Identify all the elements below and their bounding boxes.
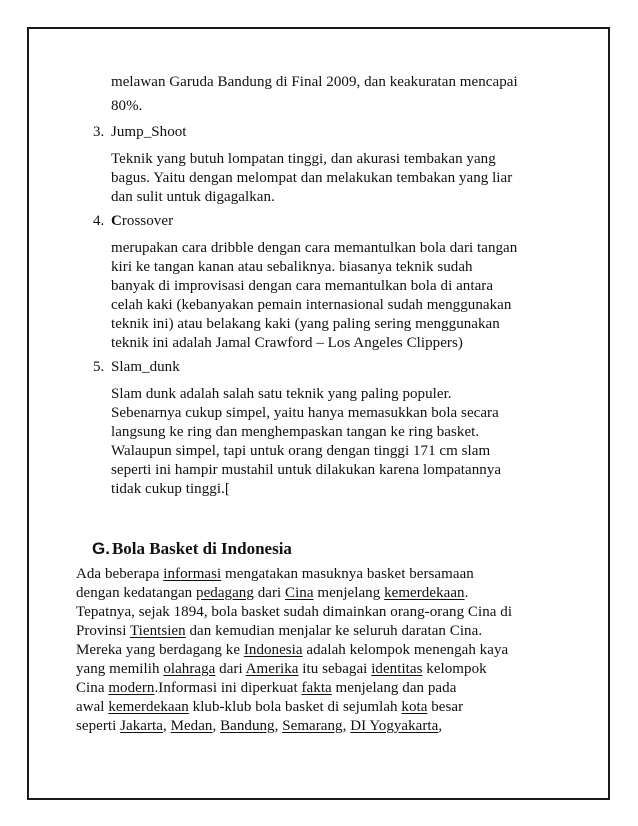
item-4-title [111, 212, 173, 231]
paragraph-link[interactable]: kota [401, 699, 428, 715]
paragraph-text: , [274, 718, 283, 734]
paragraph-text: menjelang [313, 585, 385, 601]
paragraph-link[interactable]: Cina [285, 585, 314, 601]
paragraph-line-5 [76, 641, 508, 660]
item-4-line-1: merupakan cara dribble dengan cara memantulkan bola dari tangan [111, 240, 518, 256]
paragraph-text: Mereka yang berdagang ke [76, 642, 244, 658]
item-4-line-4: celah kaki (kebanyakan pemain internasional sudah menggunakan [111, 297, 512, 313]
item-3-line-3: dan sulit untuk digagalkan. [111, 189, 275, 205]
item-4-title-first-letter: C [111, 213, 122, 229]
item-5-line-6: tidak cukup tinggi.[ [111, 481, 230, 497]
paragraph-text: . [464, 585, 469, 601]
paragraph-line-6 [76, 660, 487, 679]
paragraph-line-7 [76, 679, 456, 698]
paragraph-text: mengatakan masuknya basket bersamaan [221, 566, 474, 582]
paragraph-line-4 [76, 622, 482, 641]
item-5-line-1: Slam dunk adalah salah satu teknik yang paling populer. [111, 386, 452, 402]
paragraph-link[interactable]: kemerdekaan [108, 699, 189, 715]
paragraph-link[interactable]: olahraga [163, 661, 216, 677]
item-5-line-5: seperti ini hampir mustahil untuk dilakukan karena lompatannya [111, 462, 502, 478]
paragraph-text: adalah kelompok menengah kaya [302, 642, 509, 658]
item-3-number: 3. [93, 124, 105, 140]
paragraph-link[interactable]: Indonesia [243, 642, 303, 658]
item-4-number: 4. [93, 213, 105, 229]
item-4-line-5: teknik ini) atau belakang kaki (yang paling sering menggunakan [111, 316, 500, 332]
paragraph-link[interactable]: Tientsien [129, 623, 186, 639]
paragraph-text: , [212, 718, 221, 734]
paragraph-link[interactable]: pedagang [196, 585, 254, 601]
paragraph-link[interactable]: Amerika [245, 661, 299, 677]
paragraph-link[interactable]: DI Yogyakarta [350, 718, 439, 734]
section-title: Bola Basket di Indonesia [111, 539, 292, 558]
item-4-line-2: kiri ke tangan kanan atau sebaliknya. biasanya teknik sudah [111, 259, 473, 275]
item-5-title: Slam_dunk [111, 359, 180, 375]
paragraph-link[interactable]: fakta [301, 680, 332, 696]
paragraph-text: , [438, 718, 443, 734]
paragraph-link[interactable]: Semarang [282, 718, 343, 734]
paragraph-text: Ada beberapa [76, 566, 164, 582]
paragraph-line-9 [76, 717, 442, 736]
paragraph-link[interactable]: Bandung [220, 718, 275, 734]
paragraph-text: Tepatnya, sejak 1894, bola basket sudah dimainkan orang-orang Cina di [76, 604, 513, 620]
paragraph-link[interactable]: informasi [163, 566, 222, 582]
paragraph-link[interactable]: Medan [170, 718, 213, 734]
section-heading [92, 538, 292, 560]
item-5-line-3: langsung ke ring dan menghempaskan tangan ke ring basket. [111, 424, 480, 440]
item-5-number: 5. [93, 359, 105, 375]
paragraph-text: Cina [76, 680, 109, 696]
paragraph-text: besar [427, 699, 464, 715]
item-5-line-2: Sebenarnya cukup simpel, yaitu hanya memasukkan bola secara [111, 405, 499, 421]
paragraph-link[interactable]: kemerdekaan [384, 585, 465, 601]
paragraph-text: klub-klub bola basket di sejumlah [188, 699, 402, 715]
item-3-title: Jump_Shoot [111, 124, 187, 140]
paragraph-text: awal [76, 699, 109, 715]
paragraph-text: seperti [76, 718, 121, 734]
paragraph-text: yang memilih [76, 661, 164, 677]
paragraph-line-3 [76, 603, 512, 622]
paragraph-text: dengan kedatangan [76, 585, 197, 601]
item-2-line-2: 80%. [111, 98, 143, 114]
item-4-line-6: teknik ini adalah Jamal Crawford – Los Angeles Clippers) [111, 335, 463, 351]
paragraph-text: kelompok [422, 661, 487, 677]
paragraph-link[interactable]: modern [108, 680, 155, 696]
item-2-line-1: melawan Garuda Bandung di Final 2009, dan keakuratan mencapai [111, 74, 518, 90]
paragraph-line-8 [76, 698, 463, 717]
paragraph-link[interactable]: Jakarta [120, 718, 163, 734]
item-5-line-4: Walaupun simpel, tapi untuk orang dengan tinggi 171 cm slam [111, 443, 491, 459]
paragraph-text: dari [215, 661, 246, 677]
item-3-line-1: Teknik yang butuh lompatan tinggi, dan akurasi tembakan yang [111, 151, 496, 167]
paragraph-text: menjelang dan pada [331, 680, 457, 696]
item-4-title-rest: rossover [121, 213, 174, 229]
paragraph-line-2 [76, 584, 468, 603]
item-3-line-2: bagus. Yaitu dengan melompat dan melakukan tembakan yang liar [111, 170, 513, 186]
paragraph-text: itu sebagai [298, 661, 372, 677]
paragraph-text: .Informasi ini diperkuat [154, 680, 302, 696]
paragraph-text: , [342, 718, 351, 734]
paragraph-line-1 [76, 565, 474, 584]
paragraph-text: dan kemudian menjalar ke seluruh daratan Cina. [185, 623, 483, 639]
item-4-line-3: banyak di improvisasi dengan cara memantulkan bola di antara [111, 278, 494, 294]
paragraph-text: Provinsi [76, 623, 130, 639]
section-letter: G. [92, 539, 110, 558]
paragraph-text: , [162, 718, 171, 734]
paragraph-text: dari [253, 585, 286, 601]
paragraph-link[interactable]: identitas [371, 661, 423, 677]
